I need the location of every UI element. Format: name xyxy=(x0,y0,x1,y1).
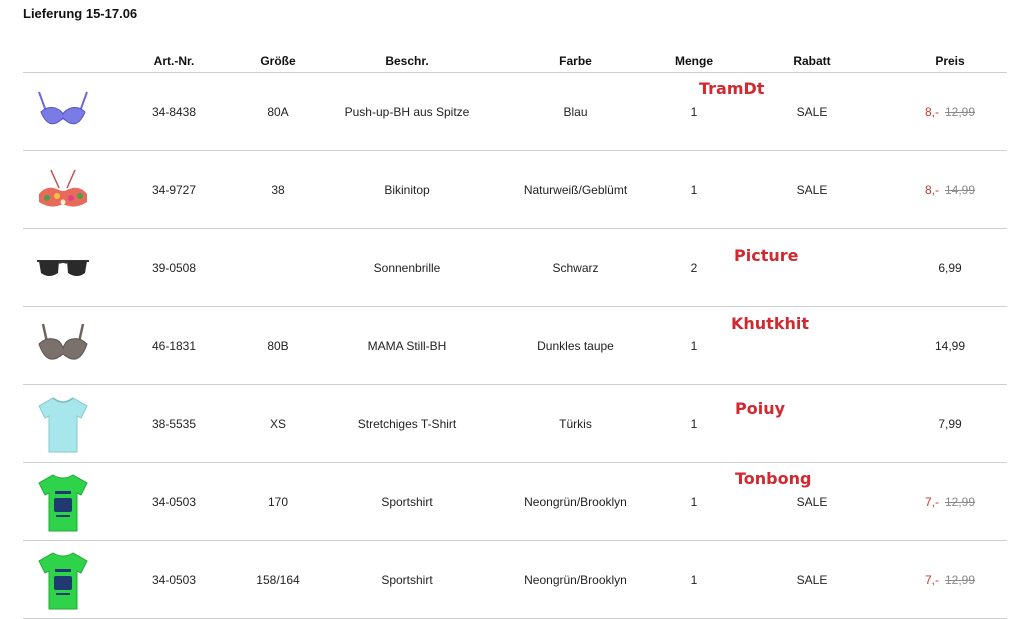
description[interactable]: Bikinitop xyxy=(384,182,430,197)
regular-price: 7,99 xyxy=(938,416,962,431)
sale-price: 8,- xyxy=(924,104,939,119)
overlay-label: TramDt xyxy=(699,79,765,98)
header-description: Beschr. xyxy=(385,54,429,68)
color: Blau xyxy=(563,104,588,119)
description[interactable]: Sportshirt xyxy=(381,494,433,509)
art-nr: 46-1831 xyxy=(151,338,197,353)
quantity: 1 xyxy=(690,416,698,431)
description[interactable]: Push-up-BH aus Spitze xyxy=(344,104,470,119)
product-image[interactable] xyxy=(23,463,103,540)
price xyxy=(885,307,1015,384)
overlay-label: Picture xyxy=(734,246,799,265)
product-image[interactable] xyxy=(23,73,103,150)
table-row xyxy=(23,385,1007,463)
header-discount: Rabatt xyxy=(793,54,831,68)
regular-price: 14,99 xyxy=(934,338,966,353)
sale-price: 7,- xyxy=(924,494,939,509)
old-price: 14,99 xyxy=(944,182,976,197)
table-row xyxy=(23,307,1007,385)
order-table xyxy=(23,50,1007,619)
price xyxy=(885,541,1015,618)
size: XS xyxy=(269,416,286,431)
art-nr: 34-0503 xyxy=(151,494,197,509)
header-color: Farbe xyxy=(559,54,592,68)
regular-price: 6,99 xyxy=(938,260,962,275)
quantity: 1 xyxy=(690,572,698,587)
sport-shirt-icon xyxy=(35,549,91,611)
size: 80B xyxy=(267,338,289,353)
sport-shirt-icon xyxy=(35,471,91,533)
description[interactable]: MAMA Still-BH xyxy=(367,338,447,353)
art-nr: 34-0503 xyxy=(151,572,197,587)
product-image[interactable] xyxy=(23,307,103,384)
quantity: 1 xyxy=(690,338,698,353)
price xyxy=(885,229,1015,306)
overlay-label: Khutkhit xyxy=(731,314,809,333)
color: Naturweiß/Geblümt xyxy=(523,182,628,197)
overlay-label: Tonbong xyxy=(735,469,812,488)
table-row xyxy=(23,463,1007,541)
discount xyxy=(773,229,851,306)
size: 80A xyxy=(267,104,289,119)
table-row xyxy=(23,229,1007,307)
description[interactable]: Sportshirt xyxy=(381,572,433,587)
header-quantity: Menge xyxy=(674,54,713,68)
table-row xyxy=(23,541,1007,619)
color: Neongrün/Brooklyn xyxy=(524,572,627,587)
old-price: 12,99 xyxy=(944,494,976,509)
size: 158/164 xyxy=(256,572,300,587)
size: 170 xyxy=(267,494,289,509)
color: Dunkles taupe xyxy=(537,338,614,353)
price xyxy=(885,73,1015,150)
quantity: 1 xyxy=(690,494,698,509)
art-nr: 34-8438 xyxy=(151,104,197,119)
color: Schwarz xyxy=(552,260,599,275)
discount: SALE xyxy=(796,572,828,587)
quantity: 1 xyxy=(690,104,698,119)
header-size: Größe xyxy=(260,54,296,68)
discount: SALE xyxy=(796,494,828,509)
bikini-top-icon xyxy=(33,166,93,214)
sale-price: 7,- xyxy=(924,572,939,587)
size xyxy=(238,229,318,306)
art-nr: 38-5535 xyxy=(151,416,197,431)
discount xyxy=(773,385,851,462)
product-image[interactable] xyxy=(23,151,103,228)
sale-price: 8,- xyxy=(924,182,939,197)
header-price: Preis xyxy=(935,54,965,68)
old-price: 12,99 xyxy=(944,572,976,587)
size: 38 xyxy=(271,182,285,197)
table-row xyxy=(23,151,1007,229)
art-nr: 34-9727 xyxy=(151,182,197,197)
header-art-nr: Art.-Nr. xyxy=(153,54,195,68)
art-nr: 39-0508 xyxy=(151,260,197,275)
price xyxy=(885,385,1015,462)
sunglasses-icon xyxy=(33,253,93,283)
product-image[interactable] xyxy=(23,541,103,618)
table-header xyxy=(23,50,1007,73)
description[interactable]: Sonnenbrille xyxy=(373,260,441,275)
quantity: 1 xyxy=(690,182,698,197)
product-image[interactable] xyxy=(23,385,103,462)
product-image[interactable] xyxy=(23,229,103,306)
bra-icon xyxy=(33,88,93,136)
delivery-title: Lieferung 15-17.06 xyxy=(23,6,138,21)
price xyxy=(885,463,1015,540)
discount: SALE xyxy=(796,104,828,119)
table-row xyxy=(23,73,1007,151)
tshirt-icon xyxy=(35,394,91,454)
description[interactable]: Stretchiges T-Shirt xyxy=(357,416,457,431)
price xyxy=(885,151,1015,228)
old-price: 12,99 xyxy=(944,104,976,119)
color: Türkis xyxy=(559,416,592,431)
overlay-label: Poiuy xyxy=(735,399,786,418)
discount: SALE xyxy=(796,182,828,197)
color: Neongrün/Brooklyn xyxy=(524,494,627,509)
quantity: 2 xyxy=(690,260,698,275)
bra-icon xyxy=(33,320,93,372)
